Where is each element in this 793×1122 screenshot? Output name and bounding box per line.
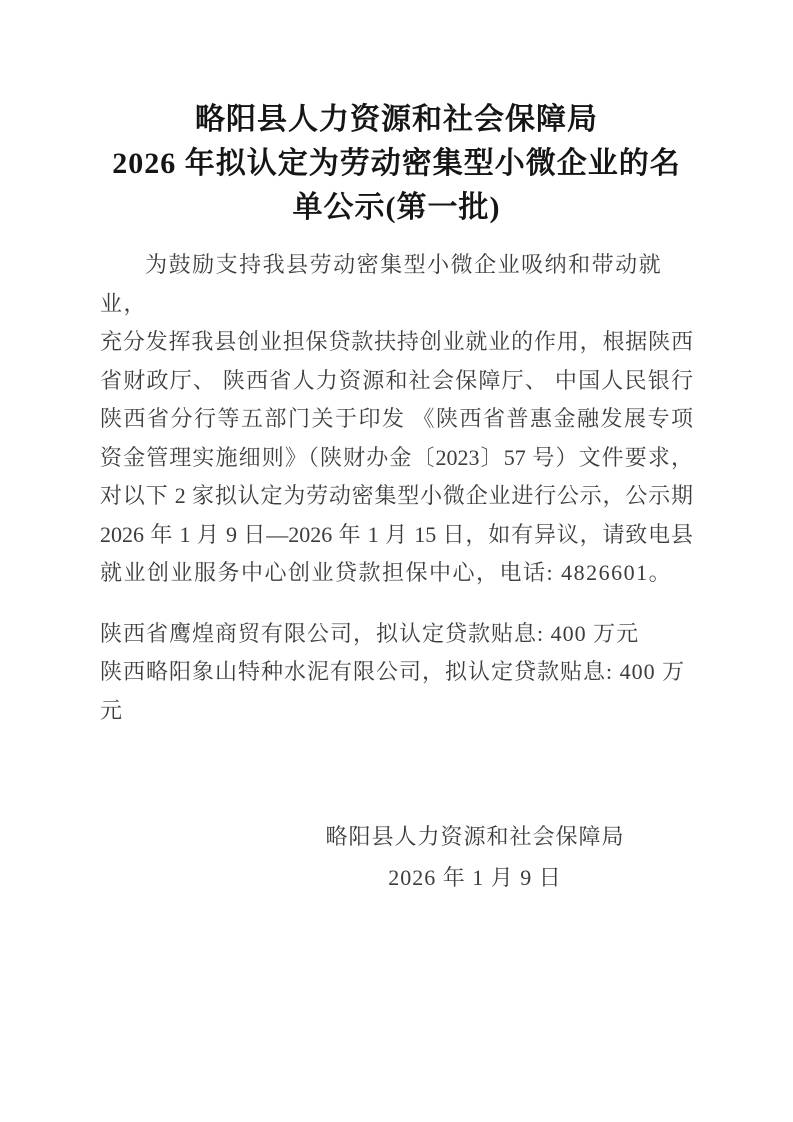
body-line-8: 就业创业服务中心创业贷款担保中心，电话: 4826601。 [100,560,673,585]
body-line-4: 陕西省分行等五部门关于印发 《陕西省普惠金融发展专项 [100,406,693,431]
body-line-7: 2026 年 1 月 9 日—2026 年 1 月 15 日，如有异议，请致电县 [100,521,693,547]
company-subsidy-list [100,615,693,731]
signature-org: 略阳县人力资源和社会保障局 [325,824,625,849]
title-line-2: 2026 年拟认定为劳动密集型小微企业的名 [112,147,681,180]
notice-body-paragraph [100,246,693,593]
company-subsidy-line: 陕西省鹰煌商贸有限公司，拟认定贷款贴息: 400 万元 [100,620,640,646]
body-line-6: 对以下 2 家拟认定为劳动密集型小微企业进行公示，公示期 [100,483,693,508]
signature-date: 2026 年 1 月 9 日 [388,865,562,890]
signature-inner [260,816,690,898]
title-line-3: 单公示(第一批) [292,191,501,224]
document-title [100,98,693,230]
title-line-1: 略阳县人力资源和社会保障局 [195,103,598,136]
body-line-3: 省财政厅、 陕西省人力资源和社会保障厅、 中国人民银行 [100,367,693,393]
company-subsidy-line: 陕西略阳象山特种水泥有限公司，拟认定贷款贴息: 400 万元 [100,659,686,723]
body-line-5: 资金管理实施细则》（陕财办金〔2023〕57 号）文件要求， [100,444,693,470]
body-line-1: 为鼓励支持我县劳动密集型小微企业吸纳和带动就业， [100,252,663,316]
signature-block [100,816,693,898]
body-line-2: 充分发挥我县创业担保贷款扶持创业就业的作用，根据陕西 [100,329,693,354]
